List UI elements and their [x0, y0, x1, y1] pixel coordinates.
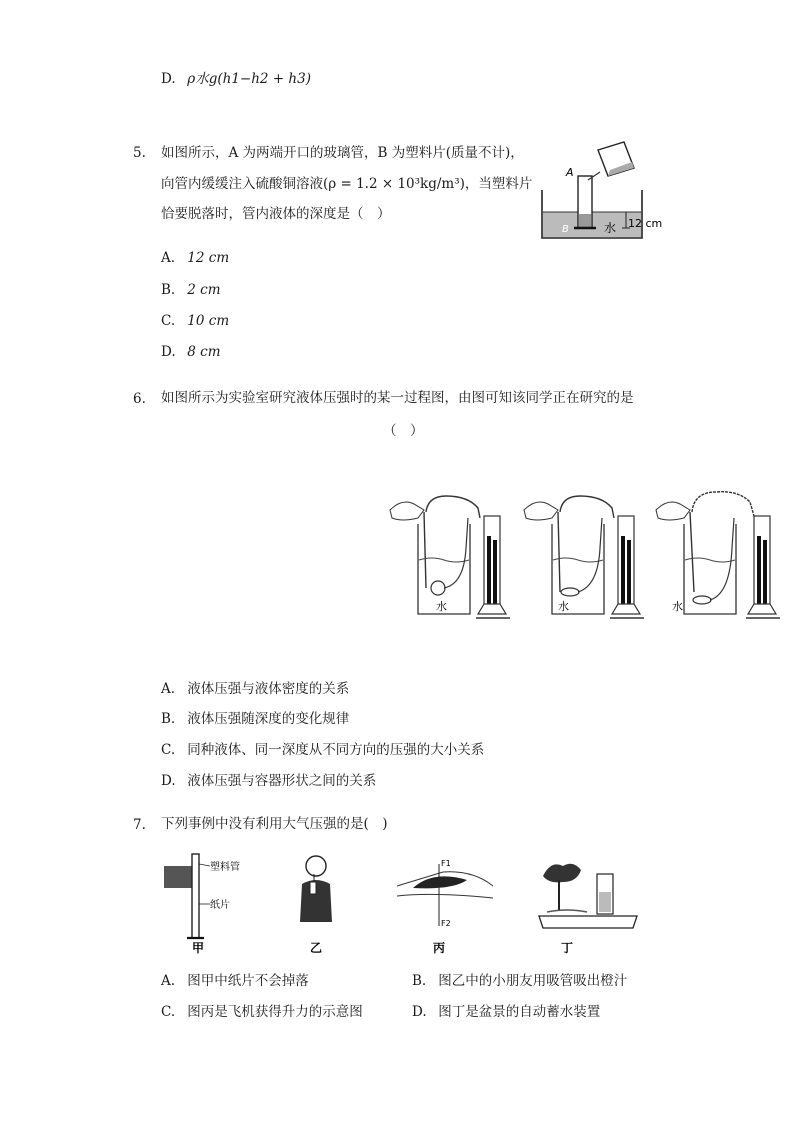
- q7-yi-child-head: [306, 856, 326, 876]
- q6-stem-line2: （ ）: [383, 423, 424, 439]
- q5-option-b-text: 2 cm: [187, 282, 221, 298]
- q7-figure-jia: [162, 852, 254, 956]
- q7-option-b[interactable]: [412, 969, 627, 989]
- q7-option-b-label: B.: [412, 973, 427, 989]
- q7-bing-label-f2: F2: [441, 919, 451, 928]
- q6-option-c[interactable]: [161, 738, 484, 758]
- q6-option-b-label: B.: [161, 711, 176, 727]
- q7-option-c-label: C.: [161, 1004, 176, 1020]
- q7-yi-cup: [310, 882, 316, 894]
- q7-jia-label-tube: 塑料管: [210, 862, 240, 873]
- q5-figure-beaker-tube: [538, 140, 668, 244]
- q5-option-a-label: A.: [161, 250, 176, 266]
- q5-label-depth: 12 cm: [628, 217, 663, 230]
- q6-option-a[interactable]: [161, 677, 349, 697]
- q6-water-1: 水: [436, 600, 447, 613]
- q5-option-c-label: C.: [161, 313, 176, 329]
- q6-number: 6.: [133, 391, 146, 407]
- q5-option-d-text: 8 cm: [187, 344, 221, 360]
- q6-figure-pressure-gauges: [388, 488, 788, 624]
- q5-label-a: A: [566, 166, 574, 179]
- q7-option-b-text: 图乙中的小朋友用吸管吸出橙汁: [438, 973, 628, 989]
- q7-figure-bing: [393, 852, 503, 956]
- q6-option-c-text: 同种液体、同一深度从不同方向的压强的大小关系: [187, 742, 485, 758]
- q5-option-d[interactable]: [161, 344, 221, 360]
- q4-option-d[interactable]: [161, 67, 311, 87]
- q7-jia-caption: 甲: [192, 941, 205, 955]
- q5-option-d-label: D.: [161, 344, 176, 360]
- q7-bing-caption: 丙: [433, 941, 446, 955]
- q7-figure-ding: [537, 852, 641, 956]
- q5-stem-line2: 向管内缓缓注入硫酸铜溶液(ρ = 1.2 × 10³kg/m³)，当塑料片: [161, 176, 533, 192]
- q5-option-a[interactable]: [161, 250, 229, 266]
- q6-option-d-text: 液体压强与容器形状之间的关系: [187, 773, 377, 789]
- q7-bing-label-f1: F1: [441, 859, 451, 868]
- q6-setup-1: [390, 496, 510, 618]
- q5-stem-line3: 恰要脱落时，管内液体的深度是（ ）: [161, 206, 391, 222]
- q7-option-d-label: D.: [412, 1004, 427, 1020]
- q4-option-d-label: D.: [161, 71, 176, 87]
- q6-option-b-text: 液体压强随深度的变化规律: [187, 711, 350, 727]
- q7-option-d-text: 图丁是盆景的自动蓄水装置: [438, 1004, 601, 1020]
- q7-figure-yi: [292, 852, 342, 956]
- q7-jia-label-card: 纸片: [210, 900, 230, 911]
- q7-option-a[interactable]: [161, 969, 309, 989]
- q7-option-c-text: 图丙是飞机获得升力的示意图: [187, 1004, 363, 1020]
- q5-option-b-label: B.: [161, 282, 176, 298]
- q7-option-c[interactable]: [161, 1000, 363, 1020]
- q6-stem-line1: 如图所示为实验室研究液体压强时的某一过程图，由图可知该同学正在研究的是: [161, 390, 634, 406]
- q6-setup-2: [524, 496, 644, 618]
- q7-option-a-label: A.: [161, 973, 176, 989]
- q7-option-a-text: 图甲中纸片不会掉落: [187, 973, 309, 989]
- q6-option-a-text: 液体压强与液体密度的关系: [187, 681, 350, 697]
- q5-option-c-text: 10 cm: [187, 313, 230, 329]
- q5-option-b[interactable]: [161, 282, 221, 298]
- q5-stem-line1: 如图所示，A 为两端开口的玻璃管，B 为塑料片(质量不计)，: [161, 145, 524, 161]
- q6-setup-3: [656, 492, 780, 618]
- q6-option-d-label: D.: [161, 773, 176, 789]
- q5-label-water: 水: [604, 221, 617, 235]
- q5-option-c[interactable]: [161, 313, 229, 329]
- q5-option-a-text: 12 cm: [187, 250, 230, 266]
- q6-water-2: 水: [558, 600, 569, 613]
- q6-option-c-label: C.: [161, 742, 176, 758]
- q6-option-a-label: A.: [161, 681, 176, 697]
- q7-ding-basin: [539, 916, 637, 928]
- q7-number: 7.: [133, 817, 146, 833]
- q6-option-d[interactable]: [161, 769, 376, 789]
- q4-option-d-text: ρ水g(h1−h2 + h3): [187, 71, 311, 87]
- q6-option-b[interactable]: [161, 707, 349, 727]
- q5-label-b: B: [562, 224, 569, 235]
- q6-water-3: 水: [672, 600, 683, 613]
- q5-number: 5.: [133, 145, 146, 161]
- q7-ding-tree: [543, 864, 581, 883]
- q7-yi-caption: 乙: [310, 941, 323, 955]
- q7-jia-tube: [192, 854, 199, 938]
- q5-pouring-cup: [588, 142, 634, 180]
- q7-ding-caption: 丁: [561, 941, 574, 955]
- q7-option-d[interactable]: [412, 1000, 600, 1020]
- q7-stem-line1: 下列事例中没有利用大气压强的是( ): [161, 816, 388, 832]
